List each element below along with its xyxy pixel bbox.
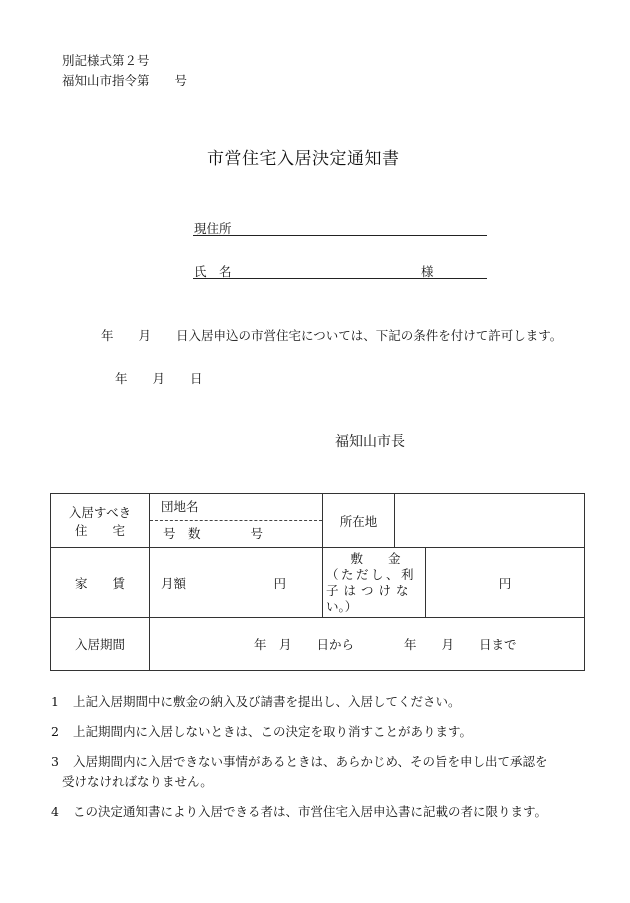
deposit-label-4: い。） — [326, 598, 358, 614]
directive-number: 福知山市指令第 号 — [62, 73, 188, 88]
issuer: 福知山市長 — [335, 434, 405, 450]
conditions-table — [50, 493, 585, 671]
note-number: 2 — [51, 724, 59, 739]
monthly-rent: 月額 円 — [150, 548, 323, 618]
deposit-label-3: 子はつけな — [326, 582, 414, 598]
note-text: 上記入居期間中に敷金の納入及び請書を提出し、入居してください。 — [72, 694, 461, 709]
note-text: 上記期間内に入居しないときは、この決定を取り消すことがあります。 — [72, 724, 472, 739]
rent-label: 家 賃 — [51, 548, 150, 618]
housing-row — [51, 494, 585, 548]
location-value-cell — [395, 494, 585, 548]
body-text: 年 月 日入居申込の市営住宅については、下記の条件を付けて許可します。 — [101, 328, 563, 343]
rent-row — [51, 548, 585, 618]
unit-number-label: 号 数 号 — [150, 520, 322, 547]
complex-name-label: 団地名 — [161, 499, 199, 514]
period-row — [51, 618, 585, 671]
address-underline — [193, 235, 487, 236]
deposit-label-1: 敷 金 — [350, 550, 401, 566]
note-number: 3 — [51, 754, 59, 769]
deposit-label-cell — [323, 548, 426, 618]
deposit-amount: 円 — [426, 548, 585, 618]
name-label: 氏 名 — [194, 264, 232, 279]
deposit-label-2: （ただし、利 — [326, 566, 417, 582]
note-text: 入居期間内に入居できない事情があるときは、あらかじめ、その旨を申し出て承認を — [72, 754, 548, 769]
name-underline — [193, 278, 487, 279]
period-value: 年 月 日から 年 月 日まで — [150, 618, 585, 671]
date-line: 年 月 日 — [115, 371, 203, 386]
housing-name-cell — [150, 494, 323, 548]
location-label: 所在地 — [323, 494, 395, 548]
honorific-sama: 様 — [421, 264, 434, 279]
period-label: 入居期間 — [51, 618, 150, 671]
note-text: この決定通知書により入居できる者は、市営住宅入居申込書に記載の者に限ります。 — [72, 804, 547, 819]
note-4 — [51, 802, 547, 822]
form-number: 別記様式第２号 — [62, 53, 150, 68]
housing-label-1: 入居すべき — [68, 504, 132, 520]
housing-label-cell — [51, 494, 150, 548]
note-number: 4 — [51, 804, 59, 819]
document-title: 市営住宅入居決定通知書 — [207, 149, 400, 169]
housing-label-2: 住 宅 — [74, 522, 125, 538]
note-3-continued: 受けなければなりません。 — [62, 774, 213, 789]
note-3 — [51, 752, 547, 772]
address-label: 現住所 — [194, 221, 232, 236]
note-number: 1 — [51, 694, 59, 709]
note-1 — [51, 692, 460, 712]
note-2 — [51, 722, 472, 742]
